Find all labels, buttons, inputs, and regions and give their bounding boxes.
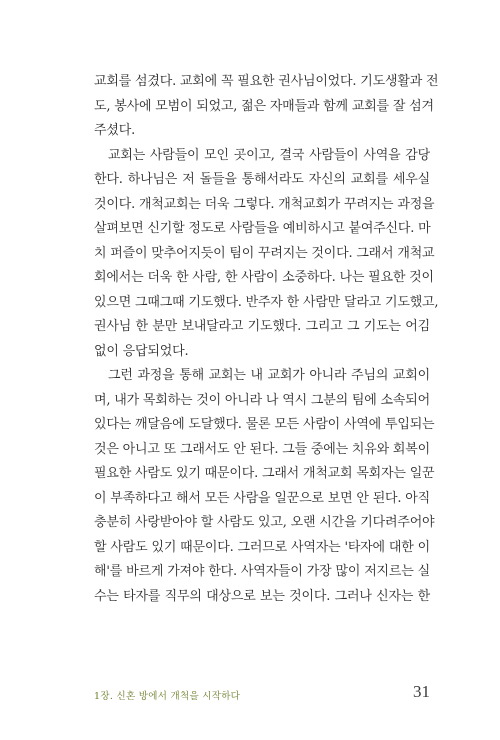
text-line: 해'를 바르게 가져야 한다. 사역자들이 가장 많이 저지르는 실 xyxy=(94,564,430,579)
text-line: 수는 타자를 직무의 대상으로 보는 것이다. 그러나 신자는 한 xyxy=(94,588,430,604)
text-line: 있다는 깨달음에 도달했다. 물론 모든 사람이 사역에 투입되는 xyxy=(94,417,435,432)
text-line: 이 부족하다고 해서 모든 사람을 일꾼으로 보면 안 된다. 아직 xyxy=(94,490,430,506)
text-line: 것은 아니고 또 그래서도 안 된다. 그들 중에는 치유와 회복이 xyxy=(94,441,430,457)
text-line: 것이다. 개척교회는 더욱 그렇다. 개척교회가 꾸려지는 과정을 xyxy=(94,196,435,212)
body-text xyxy=(94,70,439,609)
running-head: 1장. 신혼 방에서 개척을 시작하다 xyxy=(94,691,241,702)
text-line: 치 퍼즐이 맞추어지듯이 팀이 꾸려지는 것이다. 그래서 개척교 xyxy=(94,245,435,261)
text-line: 한다. 하나님은 저 돌들을 통해서라도 자신의 교회를 세우실 xyxy=(94,172,430,187)
page-footer xyxy=(94,682,430,706)
text-line: 그런 과정을 통해 교회는 내 교회가 아니라 주님의 교회이 xyxy=(108,368,430,383)
text-line: 할 사람도 있기 때문이다. 그러므로 사역자는 '타자에 대한 이 xyxy=(94,539,430,555)
text-line: 살펴보면 신기할 정도로 사람들을 예비하시고 붙여주신다. 마 xyxy=(94,221,431,236)
paragraph-1 xyxy=(94,70,439,144)
page-number: 31 xyxy=(413,682,430,701)
text-line: 필요한 사람도 있기 때문이다. 그래서 개척교회 목회자는 일꾼 xyxy=(94,466,435,481)
text-line: 있으면 그때그때 기도했다. 반주자 한 사람만 달라고 기도했고, xyxy=(94,294,439,310)
text-line: 권사님 한 분만 보내달라고 기도했다. 그리고 그 기도는 어김 xyxy=(94,319,430,334)
text-line: 충분히 사랑받아야 할 사람도 있고, 오랜 시간을 기다려주어야 xyxy=(94,515,435,530)
text-line: 주셨다. xyxy=(94,123,136,138)
text-line: 도, 봉사에 모범이 되었고, 젊은 자매들과 함께 교회를 잘 섬겨 xyxy=(94,98,434,114)
paragraph-2 xyxy=(94,144,439,365)
text-line: 교회를 섬겼다. 교회에 꼭 필요한 권사님이었다. 기도생활과 전 xyxy=(94,74,439,89)
text-line: 며, 내가 목회하는 것이 아니라 나 역시 그분의 팀에 소속되어 xyxy=(94,392,430,408)
paragraph-3 xyxy=(94,364,435,609)
text-line: 없이 응답되었다. xyxy=(94,343,189,359)
text-line: 교회는 사람들이 모인 곳이고, 결국 사람들이 사역을 감당 xyxy=(108,147,430,163)
text-line: 회에서는 더욱 한 사람, 한 사람이 소중하다. 나는 필요한 것이 xyxy=(94,270,434,285)
